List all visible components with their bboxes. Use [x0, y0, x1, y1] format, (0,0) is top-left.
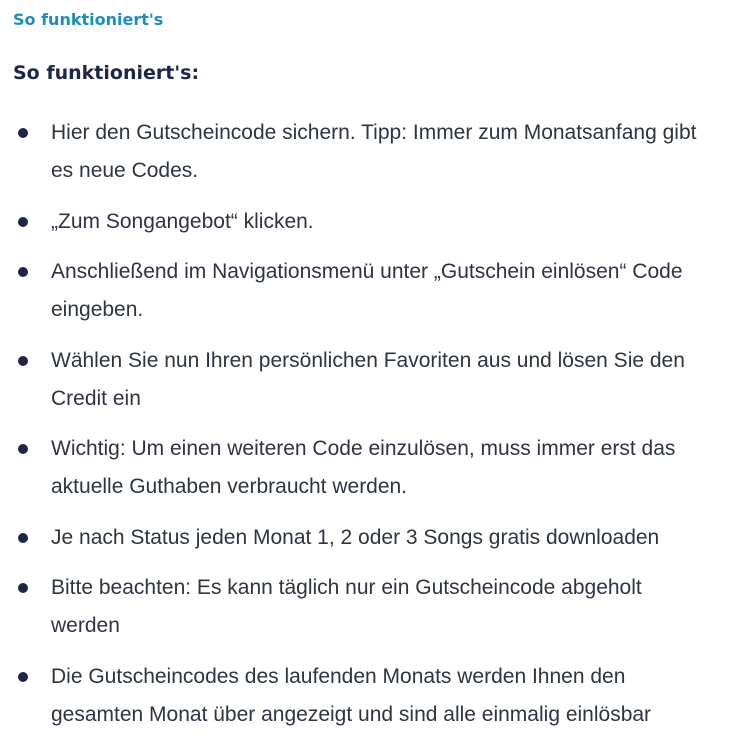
instructions-list — [0, 114, 730, 746]
list-item — [0, 114, 730, 190]
list-item — [0, 519, 730, 557]
bullet-icon — [18, 217, 28, 227]
list-item-text: Die Gutscheincodes des laufenden Monats werden Ihnen den gesamten Monat über angezeigt und sind alle einmalig einlösbar — [51, 664, 652, 726]
section-heading: So funktioniert's: — [13, 62, 200, 84]
bullet-icon — [18, 444, 28, 454]
list-item-text: Je nach Status jeden Monat 1, 2 oder 3 Songs gratis downloaden — [51, 525, 660, 549]
section-link-so-funktionierts[interactable]: So funktioniert's — [13, 10, 164, 29]
bullet-icon — [18, 583, 28, 593]
list-item — [0, 253, 730, 329]
bullet-icon — [18, 672, 28, 682]
list-item — [0, 569, 730, 645]
list-item — [0, 658, 730, 734]
list-item-text: Anschließend im Navigationsmenü unter „Gutschein einlösen“ Code eingeben. — [51, 260, 683, 321]
bullet-icon — [18, 267, 28, 277]
bullet-icon — [18, 356, 28, 366]
list-item — [0, 342, 730, 418]
list-item-text: Wichtig: Um einen weiteren Code einzulösen, muss immer erst das aktuelle Guthaben verbraucht werden. — [51, 437, 676, 498]
list-item-text: Wählen Sie nun Ihren persönlichen Favoriten aus und lösen Sie den Credit ein — [51, 348, 685, 410]
list-item-text: „Zum Songangebot“ klicken. — [51, 209, 314, 233]
list-item — [0, 203, 730, 241]
list-item-text: Bitte beachten: Es kann täglich nur ein Gutscheincode abgeholt werden — [51, 576, 642, 637]
bullet-icon — [18, 533, 28, 543]
list-item-text: Hier den Gutscheincode sichern. Tipp: Immer zum Monatsanfang gibt es neue Codes. — [51, 121, 697, 182]
list-item — [0, 430, 730, 506]
bullet-icon — [18, 128, 28, 138]
